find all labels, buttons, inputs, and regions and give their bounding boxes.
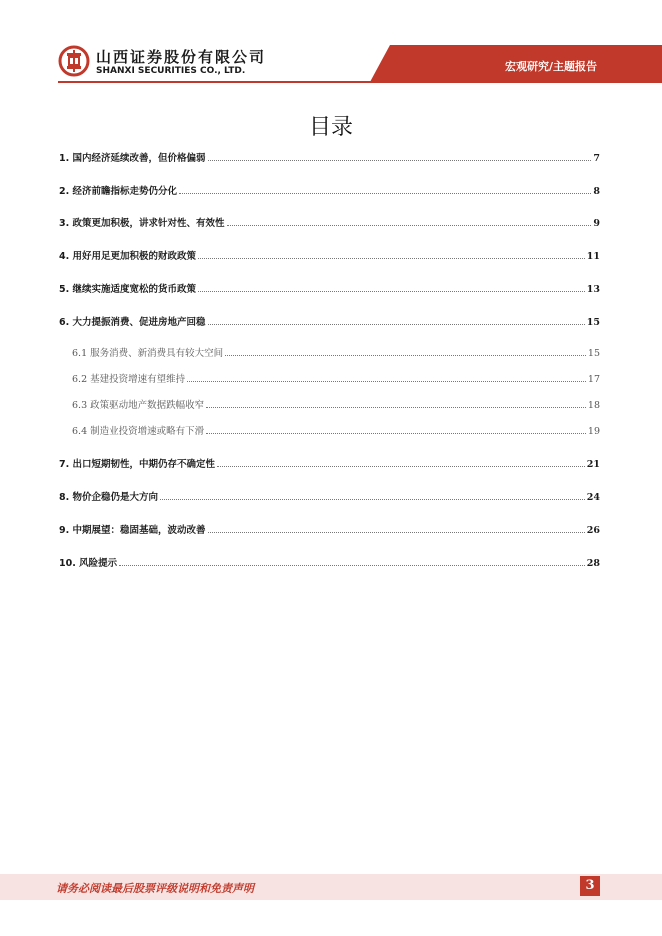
toc-entry-page: 21 xyxy=(586,459,600,470)
toc-entry-label: 6.2 基建投资增速有望维持 xyxy=(72,374,186,385)
toc-entry-6-2[interactable] xyxy=(72,373,600,387)
toc-entry-label: 5. 继续实施适度宽松的货币政策 xyxy=(59,284,197,295)
page-number: 3 xyxy=(580,876,600,896)
toc-entry-label: 3. 政策更加积极，讲求针对性、有效性 xyxy=(59,218,225,229)
toc-entry-label: 1. 国内经济延续改善，但价格偏弱 xyxy=(59,153,206,164)
toc-entry-page: 24 xyxy=(586,492,600,503)
toc-entry-page: 28 xyxy=(586,558,600,569)
toc-entry-page: 17 xyxy=(587,374,600,385)
toc-entry-9[interactable] xyxy=(59,524,600,538)
shanxi-securities-logo-icon xyxy=(58,45,90,77)
toc-entry-1[interactable] xyxy=(59,152,600,166)
toc-entry-page: 11 xyxy=(586,251,600,262)
toc-entry-page: 8 xyxy=(593,186,600,197)
dot-leader xyxy=(119,564,585,566)
toc-entry-10[interactable] xyxy=(59,557,600,571)
toc-entry-6-1[interactable] xyxy=(72,347,600,361)
dot-leader xyxy=(208,159,592,161)
toc-entry-page: 7 xyxy=(593,153,600,164)
dot-leader xyxy=(208,531,585,533)
toc-entry-label: 6.4 制造业投资增速或略有下滑 xyxy=(72,426,205,437)
footer-disclaimer: 请务必阅读最后股票评级说明和免责声明 xyxy=(56,882,254,895)
toc-entry-6-3[interactable] xyxy=(72,399,600,413)
dot-leader xyxy=(187,380,586,382)
toc-entry-label: 6.1 服务消费、新消费具有较大空间 xyxy=(72,348,224,359)
toc-entry-7[interactable] xyxy=(59,458,600,472)
dot-leader xyxy=(179,192,591,194)
toc-entry-label: 2. 经济前瞻指标走势仍分化 xyxy=(59,186,178,197)
dot-leader xyxy=(160,498,585,500)
dot-leader xyxy=(206,406,586,408)
toc-entry-label: 4. 用好用足更加积极的财政政策 xyxy=(59,251,197,262)
dot-leader xyxy=(227,224,592,226)
toc-entry-8[interactable] xyxy=(59,491,600,505)
dot-leader xyxy=(206,432,586,434)
toc-entry-5[interactable] xyxy=(59,283,600,297)
company-name-cn: 山西证券股份有限公司 xyxy=(96,48,267,66)
toc-entry-6[interactable] xyxy=(59,316,600,330)
toc-entry-6-4[interactable] xyxy=(72,425,600,439)
toc-entry-page: 26 xyxy=(586,525,600,536)
toc-entry-page: 9 xyxy=(593,218,600,229)
toc-entry-3[interactable] xyxy=(59,217,600,231)
toc-entry-label: 6.3 政策驱动地产数据跌幅收窄 xyxy=(72,400,205,411)
header-divider xyxy=(58,81,662,83)
toc-entry-page: 19 xyxy=(587,426,600,437)
toc-entry-page: 13 xyxy=(586,284,600,295)
toc-entry-page: 18 xyxy=(587,400,600,411)
toc-entry-label: 10. 风险提示 xyxy=(59,558,118,569)
toc-entry-2[interactable] xyxy=(59,185,600,199)
report-type-label: 宏观研究/主题报告 xyxy=(505,60,598,73)
toc-entry-label: 7. 出口短期韧性，中期仍存不确定性 xyxy=(59,459,216,470)
dot-leader xyxy=(208,323,585,325)
dot-leader xyxy=(225,354,586,356)
dot-leader xyxy=(217,465,585,467)
toc-entry-label: 9. 中期展望：稳固基础，波动改善 xyxy=(59,525,206,536)
toc-entry-page: 15 xyxy=(586,317,600,328)
toc-entry-label: 8. 物价企稳仍是大方向 xyxy=(59,492,159,503)
company-name-en: SHANXI SECURITIES CO., LTD. xyxy=(96,66,246,76)
dot-leader xyxy=(198,290,585,292)
toc-entry-page: 15 xyxy=(587,348,600,359)
toc-title: 目录 xyxy=(308,115,353,140)
dot-leader xyxy=(198,257,585,259)
toc-entry-4[interactable] xyxy=(59,250,600,264)
toc-entry-label: 6. 大力提振消费、促进房地产回稳 xyxy=(59,317,206,328)
